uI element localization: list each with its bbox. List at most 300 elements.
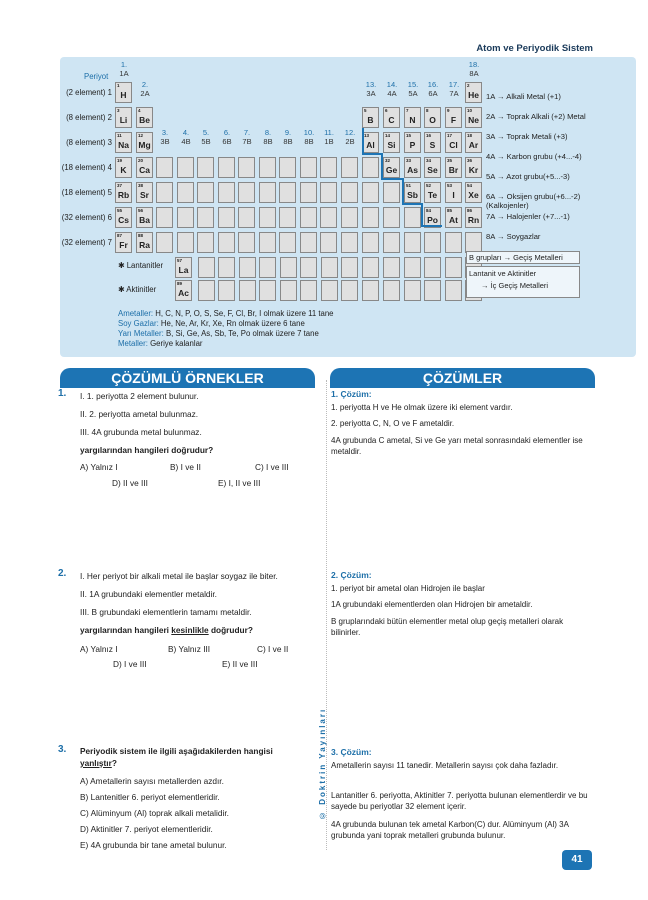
box-line: → İç Geçiş Metalleri: [481, 281, 549, 290]
element-He: [465, 82, 482, 103]
empty-cell: [239, 280, 256, 301]
element-symbol: K: [120, 165, 127, 175]
note-line: [118, 319, 305, 328]
element-symbol: O: [429, 115, 436, 125]
empty-cell: [383, 257, 400, 278]
question-prompt: Periyodik sistem ile ilgili aşağıdakilerden hangisi: [80, 746, 273, 756]
transition-box: B grupları → Geçiş Metalleri: [466, 251, 580, 264]
element-symbol: P: [409, 140, 416, 150]
element-symbol: Si: [387, 140, 396, 150]
legend-item: 5A → Azot grubu(+5...-3): [486, 172, 570, 181]
empty-cell: [341, 257, 358, 278]
empty-cell: [218, 207, 235, 228]
note-value: He, Ne, Ar, Kr, Xe, Rn olmak üzere 6 tane: [158, 319, 305, 328]
group-number: 17.: [448, 80, 460, 89]
group-number: 10.: [303, 128, 315, 137]
empty-cell: [300, 232, 317, 253]
group-name: 5A: [408, 89, 418, 98]
inner-transition-box: [466, 266, 580, 298]
option: A) Ametallerin sayısı metallerden azdır.: [80, 776, 224, 786]
empty-cell: [156, 157, 173, 178]
element-Ge: [383, 157, 400, 178]
solution-line: 4A grubunda C ametal, Si ve Ge yarı metal sonrasındaki elementler ise metaldir.: [331, 436, 583, 456]
note-value: H, C, N, P, O, S, Se, F, Cl, Br, I olmak üzere 11 tane: [153, 309, 334, 318]
empty-cell: [238, 157, 255, 178]
empty-cell: [238, 207, 255, 228]
metalloid-line: [362, 128, 364, 154]
group-name: 2A: [140, 89, 150, 98]
atomic-number: 33: [406, 158, 412, 163]
group-number: 12.: [344, 128, 356, 137]
group-header: [361, 80, 381, 98]
atomic-number: 13: [364, 133, 370, 138]
empty-cell: [156, 232, 173, 253]
option: C) I ve II: [257, 644, 289, 654]
element-symbol: La: [178, 265, 189, 275]
empty-cell: [341, 182, 358, 203]
element-Mg: [136, 132, 153, 153]
element-symbol: S: [429, 140, 436, 150]
element-symbol: Li: [119, 115, 128, 125]
group-header: [278, 128, 298, 146]
solution-line: 1. periyot bir ametal olan Hidrojen ile başlar: [331, 584, 485, 593]
group-number: 7.: [243, 128, 251, 137]
element-symbol: H: [120, 90, 127, 100]
prompt-emphasis: kesinlikle: [171, 625, 209, 635]
element-Ne: [465, 107, 482, 128]
legend-item: 6A → Oksijen grubu(+6...-2) (Kalkojenler): [486, 192, 581, 210]
solutions-band: ÇÖZÜMLER: [330, 368, 595, 388]
element-symbol: Te: [427, 190, 438, 200]
group-header: [155, 128, 175, 146]
empty-cell: [383, 207, 400, 228]
atomic-number: 17: [447, 133, 453, 138]
statement: I. 1. periyotta 2 element bulunur.: [80, 391, 199, 401]
option: D) Aktinitler 7. periyot elementleridir.: [80, 824, 213, 834]
element-Ar: [465, 132, 482, 153]
empty-cell: [238, 182, 255, 203]
lanthanides-label: ✱ Lantanitler: [118, 261, 164, 270]
atomic-number: 52: [426, 183, 432, 188]
empty-cell: [341, 157, 358, 178]
element-symbol: Br: [448, 165, 459, 175]
metalloid-line: [402, 203, 423, 205]
period-label: (2 element) 1: [66, 88, 112, 97]
period-label: (8 element) 3: [66, 138, 112, 147]
element-symbol: C: [388, 115, 395, 125]
element-Br: [445, 157, 462, 178]
empty-cell: [404, 207, 421, 228]
group-name: 2B: [345, 137, 355, 146]
element-H: [115, 82, 132, 103]
element-Te: [424, 182, 441, 203]
element-Na: [115, 132, 132, 153]
empty-cell: [177, 182, 194, 203]
period-label: (18 element) 4: [61, 163, 112, 172]
atomic-number: 32: [385, 158, 391, 163]
empty-cell: [218, 257, 235, 278]
empty-cell: [279, 232, 296, 253]
element-N: [404, 107, 421, 128]
element-symbol: Be: [139, 115, 150, 125]
group-name: 5B: [201, 137, 211, 146]
empty-cell: [239, 257, 256, 278]
question-number: 1.: [58, 388, 67, 399]
empty-cell: [279, 182, 296, 203]
empty-cell: [320, 232, 337, 253]
option: D) II ve III: [112, 478, 148, 488]
empty-cell: [218, 280, 235, 301]
group-number: 5.: [202, 128, 210, 137]
element-symbol: N: [409, 115, 416, 125]
element-symbol: Ca: [139, 165, 150, 175]
atomic-number: 53: [447, 183, 453, 188]
solution-line: Lantanitler 6. periyotta, Aktinitler 7. periyotta bulunan elementlerdir ve bu sayede bu periyotlar 32 element içerir.: [331, 791, 588, 811]
group-number: 9.: [284, 128, 292, 137]
group-name: 6A: [428, 89, 438, 98]
group-header: [403, 80, 423, 98]
element-As: [404, 157, 421, 178]
atomic-number: 20: [138, 158, 144, 163]
option: C) Alüminyum (Al) toprak alkali metalidir.: [80, 808, 229, 818]
empty-cell: [362, 257, 379, 278]
element-Si: [383, 132, 400, 153]
element-Ac: [175, 280, 192, 301]
question-number: 3.: [58, 744, 67, 755]
atomic-number: 11: [117, 133, 122, 138]
empty-cell: [280, 257, 297, 278]
empty-cell: [445, 232, 462, 253]
empty-cell: [280, 280, 297, 301]
group-name: 3B: [160, 137, 170, 146]
element-symbol: He: [468, 90, 479, 100]
element-Rn: [465, 207, 482, 228]
element-symbol: F: [450, 115, 457, 125]
atomic-number: 18: [467, 133, 473, 138]
element-O: [424, 107, 441, 128]
element-F: [445, 107, 462, 128]
empty-cell: [197, 157, 214, 178]
legend-item: 4A → Karbon grubu (+4...-4): [486, 152, 582, 161]
group-number: 14.: [386, 80, 398, 89]
empty-cell: [259, 207, 276, 228]
note-key: Yarı Metaller:: [118, 329, 164, 338]
legend-item: 2A → Toprak Alkali (+2) Metal: [486, 112, 586, 121]
group-name: 7B: [242, 137, 252, 146]
element-P: [404, 132, 421, 153]
group-header: [340, 128, 360, 146]
group-header: [423, 80, 443, 98]
note-line: [118, 309, 334, 318]
metalloid-line: [421, 225, 442, 227]
atomic-number: 56: [138, 208, 144, 213]
empty-cell: [383, 280, 400, 301]
atomic-number: 9: [447, 108, 450, 113]
atomic-number: 89: [177, 281, 183, 286]
atomic-number: 16: [426, 133, 432, 138]
solution-line: 1A grubundaki elementlerden olan Hidrojen bir ametaldir.: [331, 600, 533, 609]
empty-cell: [341, 280, 358, 301]
note-key: Ametaller:: [118, 309, 154, 318]
empty-cell: [320, 207, 337, 228]
atomic-number: 8: [426, 108, 429, 113]
empty-cell: [383, 182, 400, 203]
empty-cell: [218, 157, 235, 178]
element-B: [362, 107, 379, 128]
element-S: [424, 132, 441, 153]
group-header: [258, 128, 278, 146]
empty-cell: [321, 280, 338, 301]
empty-cell: [320, 182, 337, 203]
atomic-number: 57: [177, 258, 183, 263]
atomic-number: 12: [138, 133, 144, 138]
period-label: (8 element) 2: [66, 113, 112, 122]
atomic-number: 37: [117, 183, 123, 188]
element-Se: [424, 157, 441, 178]
group-header: [382, 80, 402, 98]
atomic-number: 38: [138, 183, 144, 188]
element-symbol: Sr: [140, 190, 149, 200]
option: E) I, II ve III: [218, 478, 261, 488]
empty-cell: [465, 232, 482, 253]
metalloid-line: [362, 153, 383, 155]
group-name: 1B: [324, 137, 334, 146]
note-value: B, Si, Ge, As, Sb, Te, Po olmak üzere 7 tane: [163, 329, 319, 338]
solution-heading: 3. Çözüm:: [331, 747, 372, 757]
group-name: 4A: [387, 89, 397, 98]
element-At: [445, 207, 462, 228]
statement: II. 2. periyotta ametal bulunmaz.: [80, 409, 199, 419]
element-Ra: [136, 232, 153, 253]
empty-cell: [238, 232, 255, 253]
empty-cell: [197, 182, 214, 203]
group-header: [237, 128, 257, 146]
solution-line: 2. periyotta C, N, O ve F ametaldir.: [331, 419, 455, 428]
period-label: (32 element) 6: [61, 213, 112, 222]
group-number: 3.: [161, 128, 169, 137]
box-line: Lantanit ve Aktinitler: [469, 269, 537, 278]
element-Sr: [136, 182, 153, 203]
empty-cell: [279, 207, 296, 228]
empty-cell: [177, 207, 194, 228]
element-symbol: At: [449, 215, 458, 225]
empty-cell: [197, 207, 214, 228]
running-header: Atom ve Periyodik Sistem: [476, 43, 593, 54]
element-symbol: Ar: [468, 140, 479, 150]
atomic-number: 87: [117, 233, 123, 238]
note-key: Soy Gazlar:: [118, 319, 159, 328]
atomic-number: 7: [406, 108, 409, 113]
group-header: [319, 128, 339, 146]
empty-cell: [362, 207, 379, 228]
option: E) II ve III: [222, 659, 258, 669]
group-number: 1.: [120, 60, 128, 69]
element-symbol: As: [407, 165, 418, 175]
atomic-number: 86: [467, 208, 473, 213]
atomic-number: 35: [447, 158, 453, 163]
empty-cell: [404, 232, 421, 253]
atomic-number: 85: [447, 208, 453, 213]
group-number: 4.: [182, 128, 190, 137]
empty-cell: [300, 257, 317, 278]
element-Ba: [136, 207, 153, 228]
option: C) I ve III: [255, 462, 289, 472]
element-symbol: Ra: [139, 240, 150, 250]
empty-cell: [300, 280, 317, 301]
option: E) 4A grubunda bir tane ametal bulunur.: [80, 840, 227, 850]
empty-cell: [362, 232, 379, 253]
element-symbol: Ba: [139, 215, 150, 225]
atomic-number: 34: [426, 158, 432, 163]
element-Kr: [465, 157, 482, 178]
group-header: [464, 60, 484, 78]
element-La: [175, 257, 192, 278]
group-header: [299, 128, 319, 146]
solution-line: 4A grubunda bulunan tek ametal Karbon(C) dur. Alüminyum (Al) 3A grubunda yani toprak metalleri grubunda bulunur.: [331, 820, 569, 840]
empty-cell: [300, 207, 317, 228]
element-Ca: [136, 157, 153, 178]
empty-cell: [362, 182, 379, 203]
note-line: [118, 339, 203, 348]
group-number: 2.: [141, 80, 149, 89]
empty-cell: [177, 157, 194, 178]
note-line: [118, 329, 319, 338]
atomic-number: 54: [467, 183, 473, 188]
element-symbol: Sb: [407, 190, 418, 200]
group-header: [114, 60, 134, 78]
group-name: 6B: [222, 137, 232, 146]
atomic-number: 51: [406, 183, 412, 188]
empty-cell: [445, 280, 462, 301]
solution-line: Ametallerin sayısı 11 tanedir. Metallerin sayısı çok daha fazladır.: [331, 761, 559, 770]
statement: II. 1A grubundaki elementler metaldir.: [80, 589, 217, 599]
element-Sb: [404, 182, 421, 203]
empty-cell: [300, 182, 317, 203]
element-symbol: Kr: [468, 165, 479, 175]
atomic-number: 3: [117, 108, 120, 113]
element-Li: [115, 107, 132, 128]
atomic-number: 1: [117, 83, 120, 88]
solution-line: B gruplarındaki bütün elementler metal olup geçiş metalleri olarak bilinirler.: [331, 617, 564, 637]
atomic-number: 2: [467, 83, 470, 88]
group-header: [196, 128, 216, 146]
empty-cell: [156, 182, 173, 203]
group-name: 8B: [304, 137, 314, 146]
element-symbol: Ne: [468, 115, 479, 125]
solution-heading: 2. Çözüm:: [331, 570, 372, 580]
option: B) I ve II: [170, 462, 201, 472]
empty-cell: [218, 232, 235, 253]
period-label: (18 element) 5: [61, 188, 112, 197]
atomic-number: 5: [364, 108, 367, 113]
element-Cl: [445, 132, 462, 153]
atomic-number: 10: [467, 108, 473, 113]
period-label: (32 element) 7: [61, 238, 112, 247]
empty-cell: [320, 157, 337, 178]
element-K: [115, 157, 132, 178]
atomic-number: 19: [117, 158, 123, 163]
empty-cell: [445, 257, 462, 278]
option: A) Yalnız I: [80, 644, 118, 654]
prompt-text: doğrudur?: [208, 625, 253, 635]
group-name: 4B: [181, 137, 191, 146]
element-symbol: Xe: [468, 190, 479, 200]
note-value: Geriye kalanlar: [147, 339, 203, 348]
prompt-emphasis: yanlıştır: [80, 758, 112, 768]
note-key: Metaller:: [118, 339, 148, 348]
metalloid-line: [381, 178, 402, 180]
empty-cell: [321, 257, 338, 278]
metalloid-line: [421, 203, 423, 227]
empty-cell: [259, 280, 276, 301]
element-Al: [362, 132, 379, 153]
atomic-number: 55: [117, 208, 123, 213]
empty-cell: [259, 257, 276, 278]
group-name: 7A: [449, 89, 459, 98]
group-number: 16.: [427, 80, 439, 89]
empty-cell: [198, 257, 215, 278]
element-I: [445, 182, 462, 203]
group-header: [135, 80, 155, 98]
group-name: 3A: [366, 89, 376, 98]
legend-item: 8A → Soygazlar: [486, 232, 541, 241]
atomic-number: 6: [385, 108, 388, 113]
group-header: [217, 128, 237, 146]
empty-cell: [404, 280, 421, 301]
empty-cell: [259, 182, 276, 203]
group-number: 15.: [407, 80, 419, 89]
atomic-number: 14: [385, 133, 391, 138]
solution-line: 1. periyotta H ve He olmak üzere iki element vardır.: [331, 403, 513, 412]
empty-cell: [300, 157, 317, 178]
element-symbol: Al: [366, 140, 375, 150]
empty-cell: [341, 207, 358, 228]
element-Rb: [115, 182, 132, 203]
empty-cell: [383, 232, 400, 253]
empty-cell: [259, 232, 276, 253]
prompt-text: ?: [111, 758, 117, 768]
element-C: [383, 107, 400, 128]
element-symbol: Se: [427, 165, 438, 175]
empty-cell: [362, 157, 379, 178]
element-symbol: Cl: [449, 140, 458, 150]
element-symbol: Mg: [138, 140, 151, 150]
question-number: 2.: [58, 568, 67, 579]
question-prompt: [80, 758, 117, 768]
element-symbol: Rn: [467, 215, 480, 225]
group-name: 8B: [263, 137, 273, 146]
option: B) Yalnız III: [168, 644, 211, 654]
empty-cell: [341, 232, 358, 253]
question-prompt: [80, 625, 253, 635]
atomic-number: 15: [406, 133, 412, 138]
element-symbol: Ac: [178, 288, 189, 298]
legend-item: 1A → Alkali Metal (+1): [486, 92, 561, 101]
group-number: 18.: [468, 60, 480, 69]
statement: III. B grubundaki elementlerin tamamı metaldir.: [80, 607, 252, 617]
atomic-number: 36: [467, 158, 473, 163]
empty-cell: [424, 232, 441, 253]
solution-heading: 1. Çözüm:: [331, 389, 372, 399]
atomic-number: 4: [138, 108, 141, 113]
empty-cell: [424, 257, 441, 278]
option: D) I ve III: [113, 659, 147, 669]
statement: I. Her periyot bir alkali metal ile başlar soygaz ile biter.: [80, 571, 278, 581]
legend-item: 7A → Halojenler (+7...-1): [486, 212, 570, 221]
empty-cell: [156, 207, 173, 228]
element-Xe: [465, 182, 482, 203]
actinides-label: ✱ Aktinitler: [118, 285, 157, 294]
